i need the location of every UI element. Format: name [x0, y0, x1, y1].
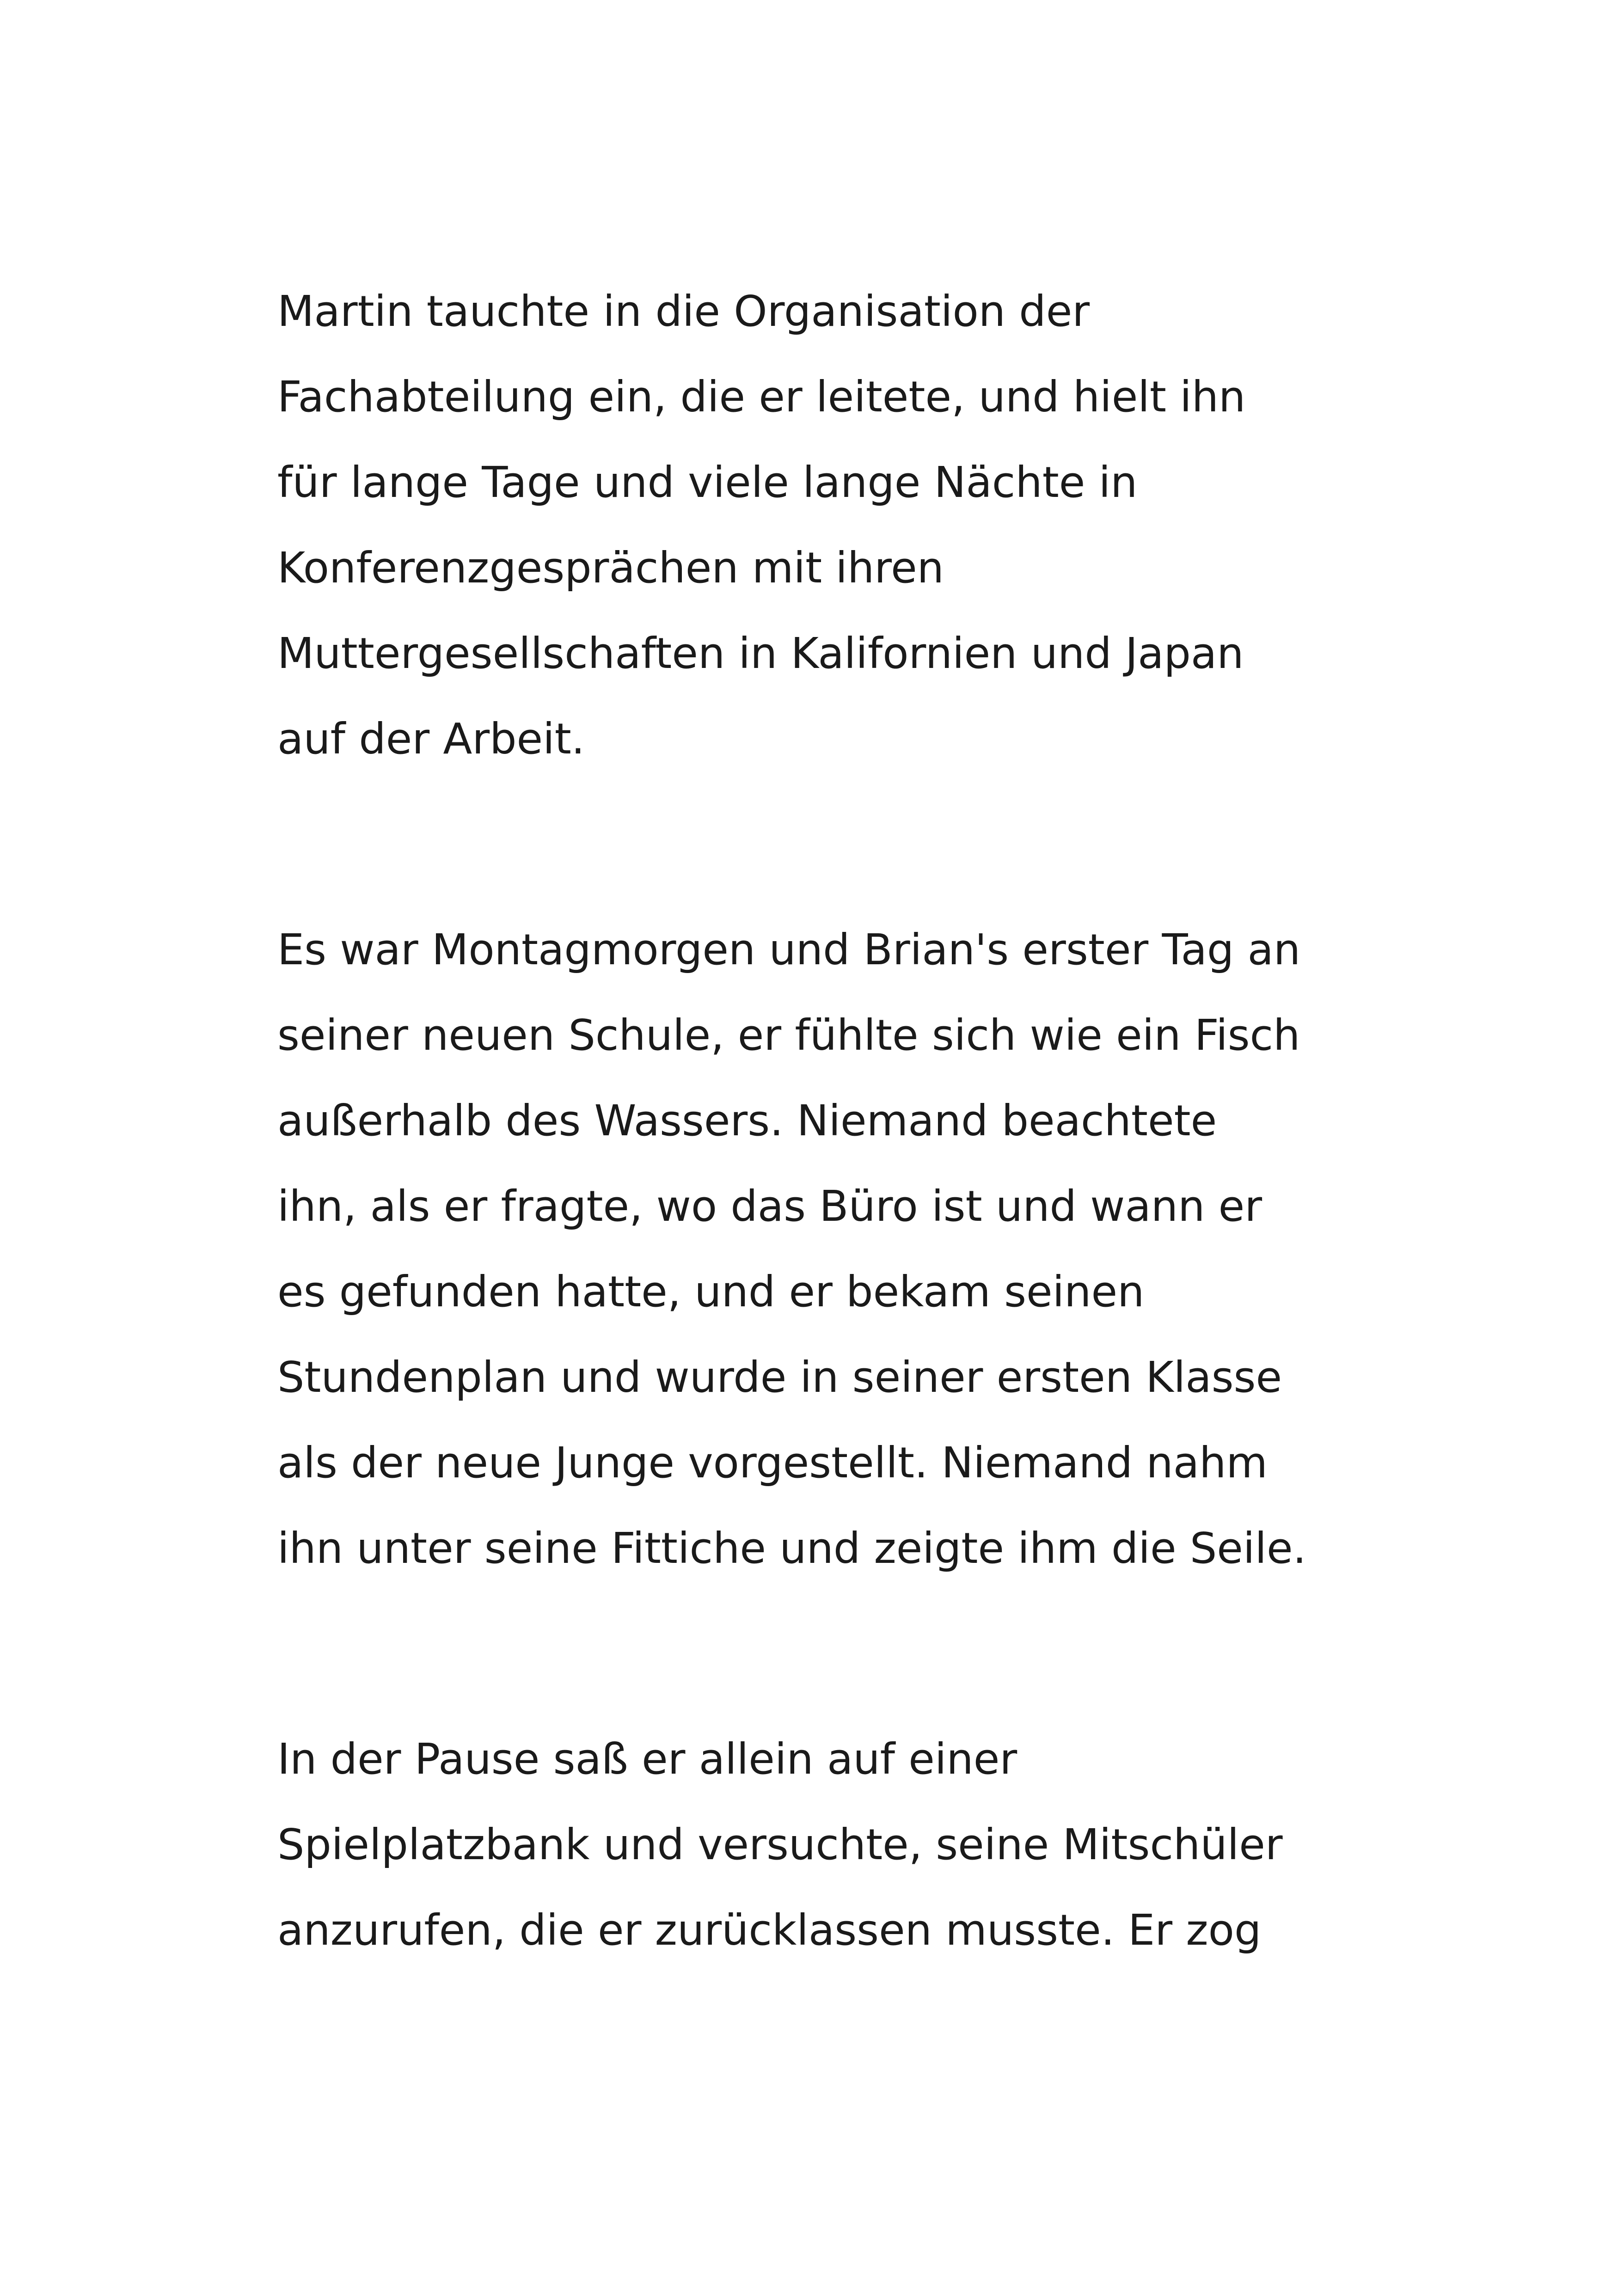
- text-line: Fachabteilung ein, die er leitete, und hielt ihn: [277, 372, 1246, 422]
- text-line: auf der Arbeit.: [277, 714, 585, 764]
- paragraph-2: [277, 907, 1387, 1591]
- text-line: Muttergesellschaften in Kalifornien und Japan: [277, 629, 1244, 678]
- text-line: Es war Montagmorgen und Brian's erster Tag an: [277, 925, 1301, 974]
- text-line: Konferenzgesprächen mit ihren: [277, 543, 944, 593]
- text-line: In der Pause saß er allein auf einer: [277, 1734, 1017, 1784]
- text-line: seiner neuen Schule, er fühlte sich wie ein Fisch: [277, 1010, 1300, 1060]
- paragraph-3: [277, 1716, 1387, 1973]
- text-line: Stundenplan und wurde in seiner ersten Klasse: [277, 1353, 1282, 1402]
- paragraph-1: [277, 269, 1387, 782]
- text-line: Martin tauchte in die Organisation der: [277, 287, 1090, 336]
- text-line: außerhalb des Wassers. Niemand beachtete: [277, 1096, 1217, 1145]
- text-line: ihn, als er fragte, wo das Büro ist und wann er: [277, 1182, 1263, 1231]
- text-line: es gefunden hatte, und er bekam seinen: [277, 1267, 1145, 1316]
- text-line: ihn unter seine Fittiche und zeigte ihm die Seile.: [277, 1524, 1306, 1573]
- text-line: anzurufen, die er zurücklassen musste. Er zog: [277, 1905, 1262, 1955]
- text-line: Spielplatzbank und versuchte, seine Mitschüler: [277, 1820, 1283, 1869]
- text-line: als der neue Junge vorgestellt. Niemand nahm: [277, 1438, 1268, 1488]
- text-line: für lange Tage und viele lange Nächte in: [277, 458, 1138, 507]
